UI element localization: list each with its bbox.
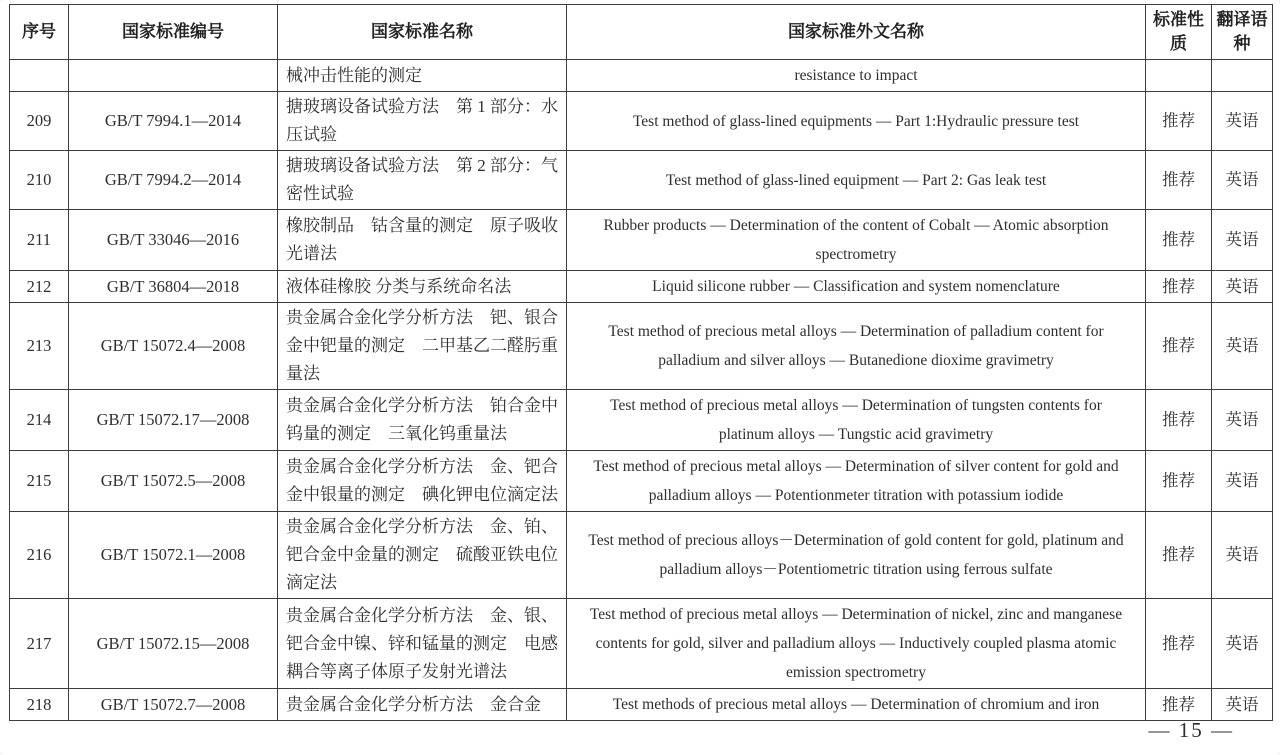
cell-standard-code: GB/T 7994.1—2014 bbox=[69, 92, 278, 151]
cell-english-name: Test method of precious alloys－Determination of gold content for gold, platinum and palladium alloys－Potentiometric titration using ferrous sulfate bbox=[567, 512, 1146, 599]
cell-standard-code: GB/T 15072.7—2008 bbox=[69, 689, 278, 721]
cell-standard-name: 贵金属合金化学分析方法 金、钯合金中银量的测定 碘化钾电位滴定法 bbox=[278, 451, 567, 512]
cell-standard-code bbox=[69, 60, 278, 92]
cell-standard-nature: 推荐 bbox=[1146, 303, 1212, 390]
cell-translation-language: 英语 bbox=[1212, 451, 1273, 512]
cell-standard-name: 贵金属合金化学分析方法 金、银、钯合金中镍、锌和锰量的测定 电感耦合等离子体原子发射光谱法 bbox=[278, 599, 567, 689]
table-row bbox=[10, 60, 1273, 92]
cell-serial-number: 213 bbox=[10, 303, 69, 390]
cell-standard-name: 贵金属合金化学分析方法 铂合金中钨量的测定 三氧化钨重量法 bbox=[278, 390, 567, 451]
cell-english-name: Test method of precious metal alloys — Determination of palladium content for palladium and silver alloys — Butanedione dioxime gravimetry bbox=[567, 303, 1146, 390]
table-row bbox=[10, 303, 1273, 390]
cell-serial-number: 209 bbox=[10, 92, 69, 151]
cell-translation-language: 英语 bbox=[1212, 92, 1273, 151]
cell-standard-name: 搪玻璃设备试验方法 第 2 部分：气密性试验 bbox=[278, 151, 567, 210]
cell-serial-number: 216 bbox=[10, 512, 69, 599]
cell-translation-language: 英语 bbox=[1212, 151, 1273, 210]
cell-translation-language: 英语 bbox=[1212, 689, 1273, 721]
table-row bbox=[10, 151, 1273, 210]
standards-table bbox=[9, 4, 1273, 721]
cell-standard-nature: 推荐 bbox=[1146, 151, 1212, 210]
cell-standard-code: GB/T 15072.15—2008 bbox=[69, 599, 278, 689]
cell-serial-number: 215 bbox=[10, 451, 69, 512]
cell-standard-code: GB/T 33046—2016 bbox=[69, 210, 278, 271]
cell-serial-number: 214 bbox=[10, 390, 69, 451]
column-header-name: 国家标准名称 bbox=[278, 5, 567, 60]
cell-standard-name: 贵金属合金化学分析方法 钯、银合金中钯量的测定 二甲基乙二醛肟重量法 bbox=[278, 303, 567, 390]
cell-serial-number bbox=[10, 60, 69, 92]
cell-standard-name: 械冲击性能的测定 bbox=[278, 60, 567, 92]
cell-standard-nature: 推荐 bbox=[1146, 599, 1212, 689]
cell-english-name: Liquid silicone rubber — Classification and system nomenclature bbox=[567, 271, 1146, 303]
cell-translation-language: 英语 bbox=[1212, 271, 1273, 303]
cell-standard-code: GB/T 15072.5—2008 bbox=[69, 451, 278, 512]
table-header-row bbox=[10, 5, 1273, 60]
cell-standard-code: GB/T 15072.1—2008 bbox=[69, 512, 278, 599]
cell-standard-name: 液体硅橡胶 分类与系统命名法 bbox=[278, 271, 567, 303]
column-header-no: 序号 bbox=[10, 5, 69, 60]
column-header-nature: 标准性质 bbox=[1146, 5, 1212, 60]
cell-standard-code: GB/T 36804—2018 bbox=[69, 271, 278, 303]
cell-standard-nature: 推荐 bbox=[1146, 210, 1212, 271]
cell-english-name: Test method of precious metal alloys — Determination of nickel, zinc and manganese contents for gold, silver and palladium alloys — Inductively coupled plasma atomic emission spectrometry bbox=[567, 599, 1146, 689]
cell-standard-nature: 推荐 bbox=[1146, 390, 1212, 451]
cell-standard-name: 贵金属合金化学分析方法 金、铂、钯合金中金量的测定 硫酸亚铁电位滴定法 bbox=[278, 512, 567, 599]
cell-serial-number: 211 bbox=[10, 210, 69, 271]
cell-translation-language: 英语 bbox=[1212, 210, 1273, 271]
cell-english-name: Test methods of precious metal alloys — Determination of chromium and iron bbox=[567, 689, 1146, 721]
column-header-lang: 翻译语种 bbox=[1212, 5, 1273, 60]
table-row bbox=[10, 210, 1273, 271]
cell-english-name: Test method of precious metal alloys — Determination of tungsten contents for platinum alloys — Tungstic acid gravimetry bbox=[567, 390, 1146, 451]
cell-serial-number: 212 bbox=[10, 271, 69, 303]
cell-english-name: Test method of glass-lined equipments — Part 1:Hydraulic pressure test bbox=[567, 92, 1146, 151]
cell-standard-name: 橡胶制品 钴含量的测定 原子吸收光谱法 bbox=[278, 210, 567, 271]
cell-standard-code: GB/T 15072.17—2008 bbox=[69, 390, 278, 451]
cell-standard-nature: 推荐 bbox=[1146, 271, 1212, 303]
table-row bbox=[10, 689, 1273, 721]
table-row bbox=[10, 599, 1273, 689]
cell-standard-nature bbox=[1146, 60, 1212, 92]
cell-translation-language: 英语 bbox=[1212, 390, 1273, 451]
cell-standard-nature: 推荐 bbox=[1146, 689, 1212, 721]
cell-standard-name: 搪玻璃设备试验方法 第 1 部分：水压试验 bbox=[278, 92, 567, 151]
cell-standard-nature: 推荐 bbox=[1146, 512, 1212, 599]
cell-translation-language: 英语 bbox=[1212, 512, 1273, 599]
column-header-en: 国家标准外文名称 bbox=[567, 5, 1146, 60]
table-body bbox=[10, 60, 1273, 721]
table-header bbox=[10, 5, 1273, 60]
table-row bbox=[10, 271, 1273, 303]
table-row bbox=[10, 451, 1273, 512]
table-row bbox=[10, 390, 1273, 451]
cell-translation-language bbox=[1212, 60, 1273, 92]
cell-english-name: Test method of glass-lined equipment — Part 2: Gas leak test bbox=[567, 151, 1146, 210]
cell-standard-code: GB/T 7994.2—2014 bbox=[69, 151, 278, 210]
cell-serial-number: 210 bbox=[10, 151, 69, 210]
cell-translation-language: 英语 bbox=[1212, 599, 1273, 689]
page-number: — 15 — bbox=[1148, 718, 1234, 742]
table-row bbox=[10, 92, 1273, 151]
cell-english-name: resistance to impact bbox=[567, 60, 1146, 92]
cell-standard-nature: 推荐 bbox=[1146, 451, 1212, 512]
table-row bbox=[10, 512, 1273, 599]
cell-english-name: Test method of precious metal alloys — Determination of silver content for gold and palladium alloys — Potentionmeter titration with potassium iodide bbox=[567, 451, 1146, 512]
cell-standard-nature: 推荐 bbox=[1146, 92, 1212, 151]
cell-standard-code: GB/T 15072.4—2008 bbox=[69, 303, 278, 390]
column-header-code: 国家标准编号 bbox=[69, 5, 278, 60]
cell-serial-number: 217 bbox=[10, 599, 69, 689]
cell-english-name: Rubber products — Determination of the content of Cobalt — Atomic absorption spectrometry bbox=[567, 210, 1146, 271]
cell-serial-number: 218 bbox=[10, 689, 69, 721]
cell-standard-name: 贵金属合金化学分析方法 金合金 bbox=[278, 689, 567, 721]
cell-translation-language: 英语 bbox=[1212, 303, 1273, 390]
